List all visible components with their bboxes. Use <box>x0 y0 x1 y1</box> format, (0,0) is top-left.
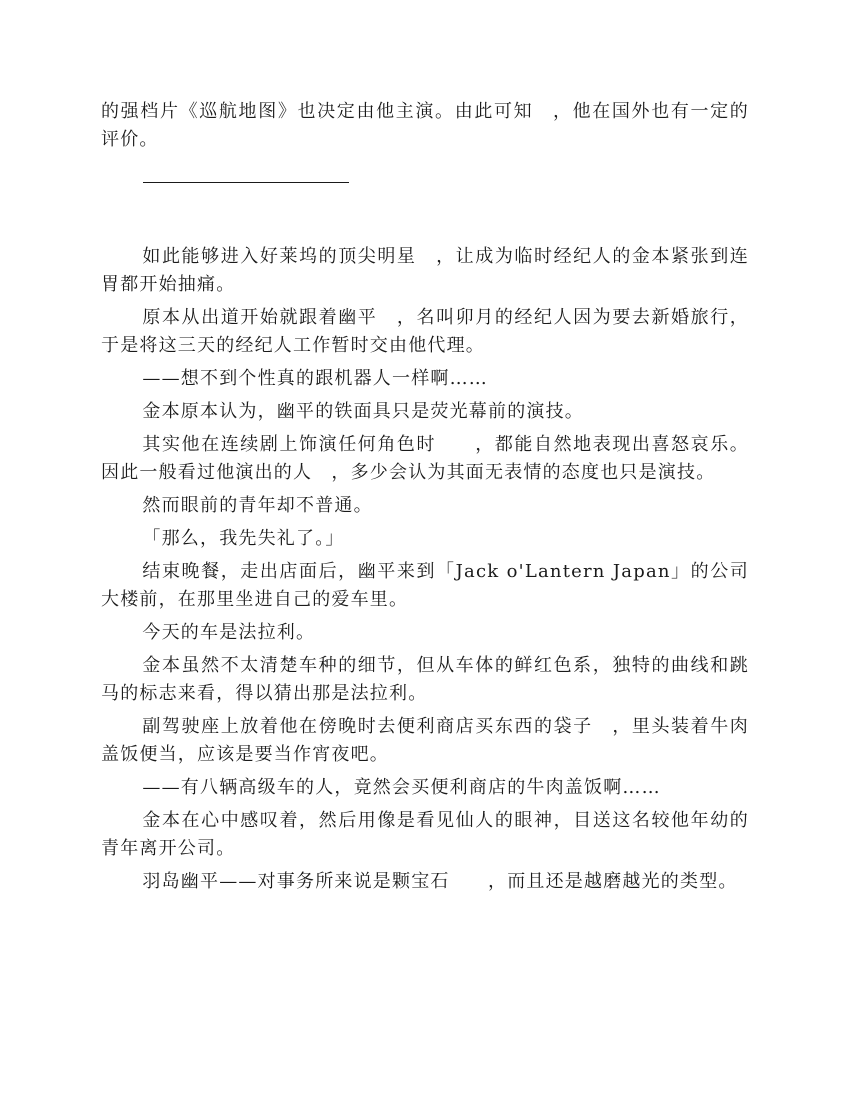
paragraph: 金本原本认为，幽平的铁面具只是荧光幕前的演技。 <box>142 401 584 422</box>
paragraph: 「那么，我先失礼了。」 <box>142 528 345 549</box>
document-page <box>101 98 749 896</box>
paragraph: ——想不到个性真的跟机器人一样啊…… <box>142 368 488 389</box>
paragraph: 然而眼前的青年却不普通。 <box>142 495 373 516</box>
paragraph: 羽岛幽平——对事务所来说是颗宝石 ，而且还是越磨越光的类型。 <box>142 871 738 892</box>
body-text <box>101 243 749 896</box>
paragraph: 金本在心中感叹着，然后用像是看见仙人的眼神，目送这名较他年幼的青年离开公司。 <box>101 810 749 859</box>
paragraph: 如此能够进入好莱坞的顶尖明星 ，让成为临时经纪人的金本紧张到连胃都开始抽痛。 <box>101 246 749 295</box>
paragraph: 结束晚餐，走出店面后，幽平来到「Jack o'Lantern Japan」的公司大楼前，在那里坐进自己的爱车里。 <box>101 561 749 610</box>
paragraph: 其实他在连续剧上饰演任何角色时 ，都能自然地表现出喜怒哀乐。因此一般看过他演出的人 ，多少会认为其面无表情的态度也只是演技。 <box>101 434 749 483</box>
paragraph: 今天的车是法拉利。 <box>142 622 316 643</box>
paragraph: 副驾驶座上放着他在傍晚时去便利商店买东西的袋子 ，里头装着牛肉盖饭便当，应该是要当作宵夜吧。 <box>101 716 749 765</box>
paragraph: ——有八辆高级车的人，竟然会买便利商店的牛肉盖饭啊…… <box>142 777 661 798</box>
paragraph: 金本虽然不太清楚车种的细节，但从车体的鲜红色系，独特的曲线和跳马的标志来看，得以猜出那是法拉利。 <box>101 655 749 704</box>
section-divider-line <box>143 182 349 183</box>
paragraph: 原本从出道开始就跟着幽平 ，名叫卯月的经纪人因为要去新婚旅行，于是将这三天的经纪人工作暂时交由他代理。 <box>101 307 749 356</box>
paragraph-continuation: 的强档片《巡航地图》也决定由他主演。由此可知 ，他在国外也有一定的评价。 <box>101 101 749 150</box>
